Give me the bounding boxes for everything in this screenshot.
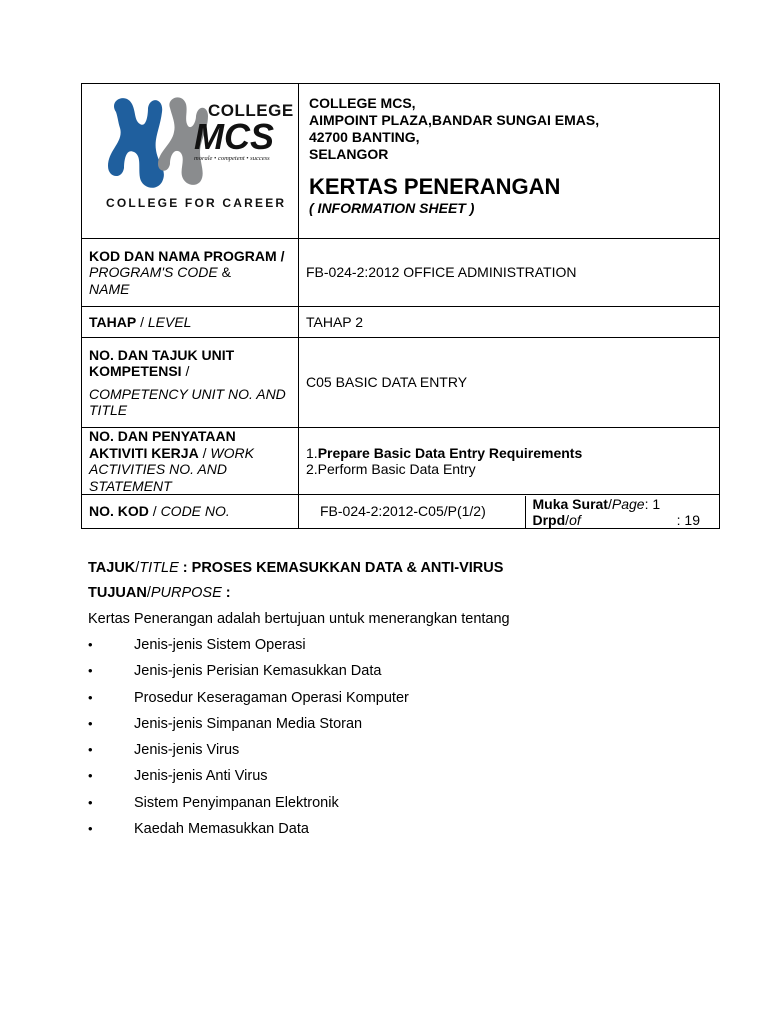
- bullet-icon: •: [88, 689, 93, 705]
- program-row: [82, 239, 720, 307]
- activity-label-malay: NO. DAN PENYATAAN AKTIVITI KERJA: [89, 428, 236, 461]
- logo-word-college: COLLEGE: [208, 101, 294, 120]
- bullet-icon: •: [88, 794, 93, 810]
- list-item: [88, 793, 708, 819]
- list-item-text: Kaedah Memasukkan Data: [134, 821, 309, 838]
- code-label-slash: /: [148, 503, 161, 520]
- level-label-english: LEVEL: [147, 313, 192, 330]
- code-value: FB-024-2:2012-C05/P(1/2): [320, 503, 486, 520]
- list-item: [88, 819, 708, 845]
- address-line: 42700 BANTING,: [309, 129, 420, 145]
- program-label-english: PROGRAM'S CODE: [89, 264, 218, 281]
- program-value: FB-024-2:2012 OFFICE ADMINISTRATION: [299, 239, 720, 307]
- sheet-subtitle: ( INFORMATION SHEET ): [309, 200, 475, 216]
- activity-2-text: 2.Perform Basic Data Entry: [306, 461, 476, 477]
- page-label-slash: /: [607, 495, 612, 512]
- address-line: AIMPOINT PLAZA,BANDAR SUNGAI EMAS,: [309, 112, 600, 128]
- activity-label-english: WORK ACTIVITIES NO. AND STATEMENT: [89, 444, 254, 494]
- topic-label-malay: TAJUK: [88, 560, 136, 576]
- topic-label-slash: /: [135, 560, 140, 576]
- list-item-text: Jenis-jenis Sistem Operasi: [134, 637, 306, 653]
- activity-label-slash: /: [198, 444, 211, 461]
- unit-row: [82, 338, 720, 428]
- page-info: [525, 496, 719, 528]
- unit-label: [82, 338, 299, 428]
- purpose-colon: :: [221, 585, 231, 601]
- activity-1-number: 1.: [306, 444, 318, 461]
- purpose-label-malay: TUJUAN: [88, 585, 147, 601]
- activity-row: [82, 428, 720, 495]
- unit-label-slash: /: [181, 363, 190, 379]
- code-label-malay: NO. KOD: [89, 503, 149, 520]
- logo-word-mcs: MCS: [194, 116, 274, 157]
- page-number: : 1: [644, 495, 661, 512]
- level-label: [82, 307, 299, 338]
- list-item-text: Jenis-jenis Simpanan Media Storan: [134, 715, 363, 732]
- list-item-text: Jenis-jenis Perisian Kemasukkan Data: [134, 663, 382, 680]
- program-label-english-2: NAME: [89, 280, 130, 297]
- list-item: [88, 766, 708, 792]
- page-total: : 19: [676, 511, 700, 528]
- unit-label-malay: NO. DAN TAJUK UNIT KOMPETENSI: [89, 346, 235, 379]
- list-item: [88, 661, 708, 687]
- of-label-slash: /: [565, 511, 570, 528]
- bullet-icon: •: [88, 715, 93, 731]
- program-label-slash: /: [276, 247, 285, 264]
- code-inner-table: [299, 496, 719, 528]
- address-line: COLLEGE MCS,: [309, 95, 416, 111]
- list-item: [88, 635, 708, 661]
- level-label-slash: /: [136, 313, 148, 330]
- topic-label-english: TITLE: [139, 560, 179, 576]
- page-label-malay: Muka Surat: [532, 495, 608, 512]
- page-label-english: Page: [611, 495, 645, 512]
- purpose-heading: [88, 583, 708, 603]
- list-item-text: Jenis-jenis Virus: [134, 742, 240, 759]
- level-row: [82, 307, 720, 338]
- bullet-icon: •: [88, 742, 93, 758]
- purpose-intro: Kertas Penerangan adalah bertujuan untuk menerangkan tentang: [88, 611, 510, 627]
- activity-1-text: Prepare Basic Data Entry Requirements: [317, 444, 583, 461]
- purpose-list: [88, 635, 708, 845]
- college-logo: [82, 84, 298, 238]
- code-label: [82, 495, 299, 529]
- program-label-amp: &: [217, 264, 231, 281]
- bullet-icon: •: [88, 637, 93, 652]
- list-item-text: Sistem Penyimpanan Elektronik: [134, 794, 339, 811]
- purpose-label-slash: /: [146, 585, 151, 601]
- college-address: [309, 95, 709, 163]
- list-item-text: Jenis-jenis Anti Virus: [134, 768, 268, 785]
- list-item: [88, 714, 708, 740]
- level-value: TAHAP 2: [299, 307, 720, 338]
- level-label-malay: TAHAP: [89, 313, 137, 330]
- of-label-malay: Drpd: [532, 511, 566, 528]
- topic-title: [88, 558, 708, 578]
- program-label-malay: KOD DAN NAMA PROGRAM: [89, 247, 277, 264]
- list-item: [88, 740, 708, 766]
- unit-label-english: COMPETENCY UNIT NO. AND TITLE: [89, 385, 286, 418]
- header-row: [82, 84, 720, 239]
- topic-text: : PROSES KEMASUKKAN DATA & ANTI-VIRUS: [178, 560, 504, 576]
- activity-value: [299, 428, 720, 495]
- address-cell: [299, 84, 720, 239]
- sheet-title: KERTAS PENERANGAN: [309, 174, 561, 199]
- bullet-icon: •: [88, 663, 93, 679]
- information-body: [88, 558, 708, 845]
- of-label-english: of: [569, 511, 581, 528]
- unit-value: C05 BASIC DATA ENTRY: [299, 338, 720, 428]
- code-row: [82, 495, 720, 529]
- logo-cell: [82, 84, 299, 239]
- bullet-icon: •: [88, 768, 93, 784]
- list-item-text: Prosedur Keseragaman Operasi Komputer: [134, 689, 409, 706]
- logo-motto: morale • competent • success: [194, 155, 270, 162]
- program-label: [82, 239, 299, 307]
- code-value-cell: [299, 495, 720, 529]
- college-mcs-logo-mark: [104, 94, 294, 190]
- logo-tagline: COLLEGE FOR CAREER: [106, 196, 287, 210]
- header-form-table: [81, 83, 720, 529]
- activity-label: [82, 428, 299, 495]
- code-label-english: CODE NO.: [160, 503, 230, 520]
- list-item: [88, 688, 708, 714]
- bullet-icon: •: [88, 821, 93, 837]
- purpose-label-english: PURPOSE: [150, 585, 222, 601]
- address-line: SELANGOR: [309, 146, 389, 162]
